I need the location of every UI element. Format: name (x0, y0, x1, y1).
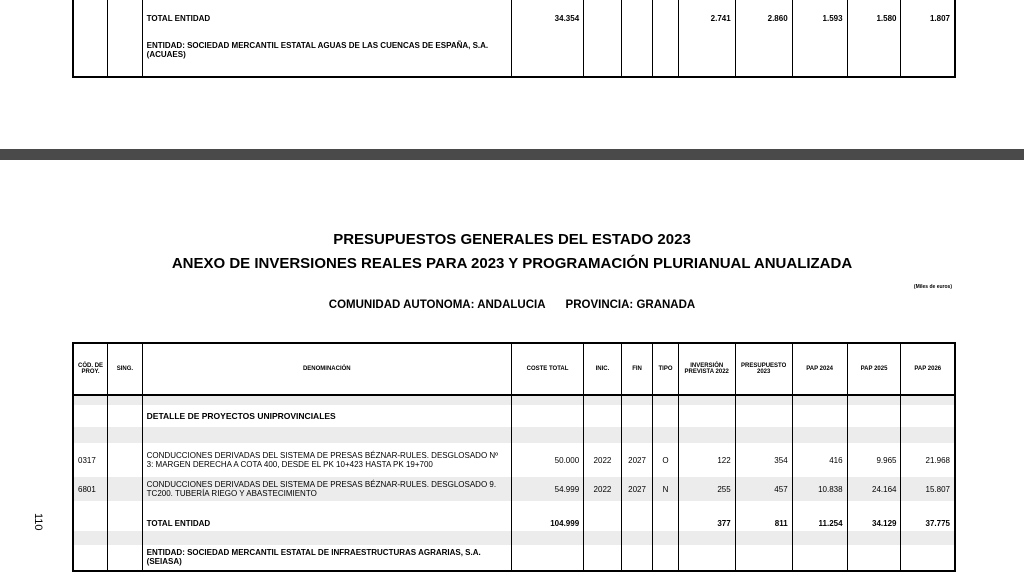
provincia-label: PROVINCIA: GRANADA (565, 299, 696, 311)
region-line (0, 299, 1024, 311)
cell-denominacion: CONDUCCIONES DERIVADAS DEL SISTEMA DE PRESAS BÉZNAR-RULES. DESGLOSADO Nº 3: MARGEN DERECHA A COTA 400, DESDE EL PK 10+423 HASTA PK 19+700 (142, 443, 511, 477)
col-pap2025: PAP 2025 (847, 343, 901, 395)
cell-inic: 2022 (584, 443, 622, 477)
total-row (73, 515, 955, 531)
col-presupuesto: PRESUPUESTO 2023 (735, 343, 792, 395)
top-total-pap2026: 1.807 (901, 0, 955, 37)
cell-pap2026: 15.807 (901, 477, 955, 501)
col-fin: FIN (621, 343, 653, 395)
total-label: TOTAL ENTIDAD (142, 515, 511, 531)
cell-inic: 2022 (584, 477, 622, 501)
col-denominacion: DENOMINACIÓN (142, 343, 511, 395)
total-presupuesto: 811 (735, 515, 792, 531)
top-entity-row (73, 37, 955, 77)
col-sing: SING. (108, 343, 143, 395)
cell-pap2026: 21.968 (901, 443, 955, 477)
cell-inversion: 255 (678, 477, 735, 501)
total-pap2025: 34.129 (847, 515, 901, 531)
entity-row (73, 545, 955, 571)
section-label: DETALLE DE PROYECTOS UNIPROVINCIALES (142, 405, 511, 427)
previous-page (0, 0, 1024, 149)
spacer-row (73, 531, 955, 545)
cell-tipo: O (653, 443, 678, 477)
cell-denominacion: CONDUCCIONES DERIVADAS DEL SISTEMA DE PRESAS BÉZNAR-RULES. DESGLOSADO 9. TC200. TUBERÍA RIEGO Y ABASTECIMIENTO (142, 477, 511, 501)
table-row (73, 477, 955, 501)
top-total-inversion: 2.741 (678, 0, 735, 37)
units-label: (Miles de euros) (913, 284, 952, 290)
cell-presupuesto: 457 (735, 477, 792, 501)
cell-pap2024: 416 (792, 443, 847, 477)
cell-pap2025: 24.164 (847, 477, 901, 501)
top-total-coste: 34.354 (511, 0, 583, 37)
spacer-row (73, 395, 955, 405)
cell-tipo: N (653, 477, 678, 501)
total-pap2026: 37.775 (901, 515, 955, 531)
cell-cod: 6801 (73, 477, 108, 501)
next-entity-label: ENTIDAD: SOCIEDAD MERCANTIL ESTATAL DE INFRAESTRUCTURAS AGRARIAS, S.A. (SEIASA) (142, 545, 511, 571)
cell-coste: 50.000 (511, 443, 583, 477)
top-entity-label: ENTIDAD: SOCIEDAD MERCANTIL ESTATAL AGUAS DE LAS CUENCAS DE ESPAÑA, S.A. (ACUAES) (142, 37, 511, 77)
cell-fin: 2027 (621, 443, 653, 477)
comunidad-label: COMUNIDAD AUTONOMA: ANDALUCIA (328, 299, 546, 311)
top-total-presupuesto: 2.860 (735, 0, 792, 37)
col-pap2026: PAP 2026 (901, 343, 955, 395)
total-inversion: 377 (678, 515, 735, 531)
cell-presupuesto: 354 (735, 443, 792, 477)
col-inic: INIC. (584, 343, 622, 395)
top-total-pap2024: 1.593 (792, 0, 847, 37)
cell-pap2024: 10.838 (792, 477, 847, 501)
document-subtitle: ANEXO DE INVERSIONES REALES PARA 2023 Y PROGRAMACIÓN PLURIANUAL ANUALIZADA (171, 255, 853, 272)
table-row (73, 443, 955, 477)
total-pap2024: 11.254 (792, 515, 847, 531)
col-tipo: TIPO (653, 343, 678, 395)
col-cod: CÓD. DE PROY. (73, 343, 108, 395)
current-page (0, 160, 1024, 578)
top-total-row (73, 0, 955, 37)
table-header-row (73, 343, 955, 395)
col-inversion: INVERSIÓN PREVISTA 2022 (678, 343, 735, 395)
page-gap (0, 149, 1024, 160)
spacer-row (73, 427, 955, 443)
spacer-row (73, 501, 955, 515)
col-pap2024: PAP 2024 (792, 343, 847, 395)
cell-coste: 54.999 (511, 477, 583, 501)
top-total-label: TOTAL ENTIDAD (142, 0, 511, 37)
top-total-pap2025: 1.580 (847, 0, 901, 37)
section-row (73, 405, 955, 427)
previous-page-table (72, 0, 956, 78)
investment-table (72, 342, 956, 572)
cell-inversion: 122 (678, 443, 735, 477)
page-number: 110 (32, 513, 44, 531)
document-title: PRESUPUESTOS GENERALES DEL ESTADO 2023 (333, 231, 691, 248)
col-coste-total: COSTE TOTAL (511, 343, 583, 395)
cell-fin: 2027 (621, 477, 653, 501)
cell-cod: 0317 (73, 443, 108, 477)
cell-pap2025: 9.965 (847, 443, 901, 477)
total-coste: 104.999 (511, 515, 583, 531)
